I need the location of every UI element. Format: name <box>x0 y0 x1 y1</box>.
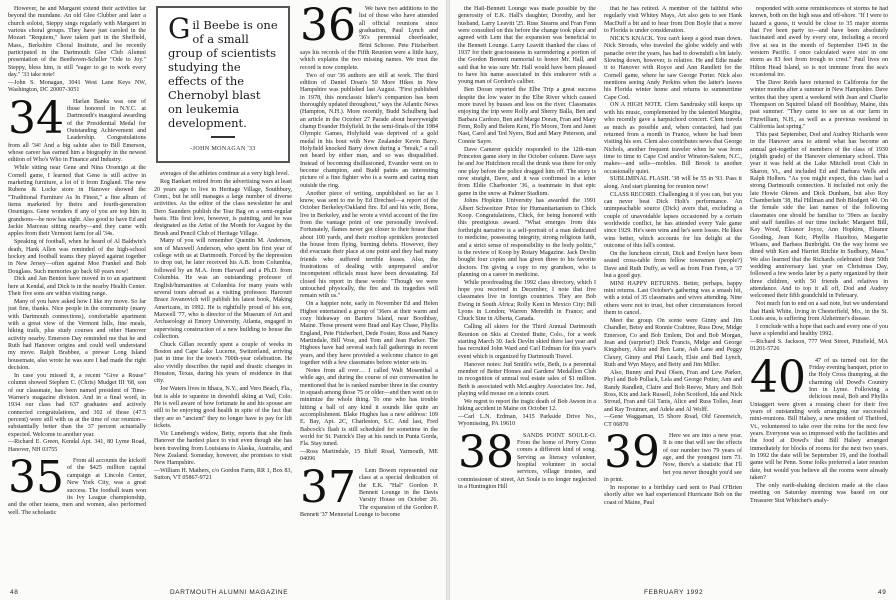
paragraph: Also, Bunny and Paul Olsen, Fran and Lew Parker, Phyl and Bob Pollack, Lela and George Potter, Ann and Randy Randlett, Claire and Bob Reeve, Mary and Bob Ross, Kix and Jack Russell, John Scotford, Ida and Nick Stroud, Fran and Gil Tanis, Alice and Russ Tolles, Jean and Ray Troutner, and Adele and Al Wolff. <box>604 369 742 413</box>
paragraph: While proofreading the 1992 class directory, which I hope you received in December, I note that five classmates live in foreign countries. They are Bob Ewing in South Africa; Rolly Kent in Mexico City; Bill Lyons in London; Warren Meredith in France; and Chuck Sine in Alberta, Canada. <box>458 279 596 323</box>
left-page <box>0 0 446 600</box>
paragraph: In case you missed it, a recent "Give a Rouse" column showed Stephen C. (Chris) Mudget III '68, son of our classmate, has been named president of Time-Warner's magazine division. And in a final word, in 1934 our class had 637 graduates and actively connected congratulations, and 302 of those (47.5 percent) were still with us at the time of our reunion—substantially better than the 37 percent actuarially expected. Welcome to another year. <box>8 372 146 438</box>
right-page <box>450 0 896 600</box>
paragraph: Speaking of football, when he heard of Al Baldwin's death, Hank Allen was reminded of the high-school hockey and football teams they played against together in New Jersey—often against Moe Frankel and Bob Douglass. Such memories go back 60 years now! <box>8 239 146 275</box>
right-column-2 <box>604 6 742 581</box>
paragraph: In response to a birthday card sent to Paul O'Brien shortly after we had experienced Hurricane Bob on the coast of Maine, Paul <box>604 485 742 506</box>
paragraph: Meet the group. On scene were Ginny and Jim Chandler, Betsy and Ronnie Crabtree, Russ Dow, Midge Emerson, Co and Bob Emlem, Dot and Bob Morgan, Jean and (surprise!) Dick Francis, Midge and George Kingsbury, Alice and Ben Lane, Ash Lane and Peggy Claxey, Ginny and Phil Leach, Elsie and Bud Lynch, Ruth and Wyn Mayo, and Betty and Jim Miller. <box>604 317 742 368</box>
class-year-number: 37 <box>300 461 356 513</box>
class-year-number: 40 <box>750 351 806 403</box>
signature: —Richard E. Green, Kendal Apt. 341, 80 Lyme Road, Hanover, NH 03755 <box>8 439 146 453</box>
pull-quote-text <box>168 12 278 130</box>
paragraph: Harlan Banks was one of those honored in N.Y.C. at Dartmouth's inaugural awarding of the Presidential Medal for Outstanding Achievement and Leadership. Congratulations from all '34! And a big salute also to Bill Emerson, whose career has earned him a biography in the newest edition of Who's Who in Finance and Industry. <box>8 98 146 164</box>
pull-quote-attribution: -JOHN MONAGAN '33 <box>190 146 256 152</box>
paragraph: The only earth-shaking decision made at the class meeting on Saturday morning was based on our Treasurer Stut Whitcher's analy- <box>750 483 888 504</box>
paragraph: Many of you have asked how I like my move. So far just fine, thanks. Nice people in the community (many with Dartmouth connections), comfortable apartment with a great view of the Vermont hills, fine meals, hiking trails, plus study courses and other Hanover activity nearby. Emerson Day reminded me that he and Ruth had Hanover origins and could well understand my move. Ralph Brabbee, a prewar Long Island housemate, also wrote he was sure I had made the right decision. <box>8 298 146 371</box>
paragraph: This past September, Dod and Audrey Richards were in the Hanover area to attend what has become an annual get-together of members of the class of 1930 (eighth grade) of the Hanover elementary school. This year it was held at the Lake Mitchell trout Club in Sharon, Vt., and included Ed and Barbara Wells and Ralph Holben. "As you might expect, this class had a strong Dartmouth connection. It included not only the late Howie Okrees and Dick Dunham, but also Roy Chamberlain '38, Hal Hillman and Bob Blodgett '40. On the female side the last names of the following classmates one should be familiar to '39ers as faculty and staff families of our time include: Margaret Bill, Kay Wood, Eleanor Joyce, Ann Hopkins, Eleanor Gooding, Jean Keir, Phyllis Hazeltoo, Margarite Wisans, and Barbara Bunbright. On the way home we dined with Ken and Harriet Ritchie in Sudbury, Mass." We also learned that the Richards celebrated their 50th wedding anniversary last year on Christmas Day, followed a few weeks later by a party organized by their three children, with 50 friends and relatives in attendance. And to top it all off, Dod and Audrey welcomed their fifth grandchild in February. <box>750 131 888 300</box>
signature: —Ross Martindale, 15 Bluff Road, Yarmouth, ME 04096 <box>300 449 438 463</box>
paragraph: Another piece of writing, unpublished so far as I know, was sent to me by Ed Drechsel—a report of the October Berkeley/Oakland fire. Ed and his wife, Bona, live in Berkeley, and he wrote a vivid account of the fire from the vantage point of one personally involved. Fortunately, flames never got closer to their house than about 100 yards, and their rooftop sprinklers protected the house from flying, burning debris. However, they did evacuate their place at one point and they had many friends who suffered terrible losses. Also, the frustrations of dealing with unprepared and/or incompetent officials must have been devastating. Ed closed his report in these words: "Though we were untouched physically, the fire and its tragedies will remain with us." <box>300 190 438 300</box>
signature: —Gene Waggaman, 15 Shore Road, Old Greenwich, CT 06870 <box>604 414 742 428</box>
signature: —Carl L.N. Erdman, 1415 Parkside Drive No., Wyomissing, PA 19610 <box>458 413 596 428</box>
paragraph: responded with some reminiscences of storms he had known, both on the high seas and off-shore. "If I were to hazard a guess, it would be close to 35 major storms that I've been party to—and have been absolutely fascinated and awed by every one, including a record five at sea in the month of September 1945 in the western Pacific. I once calculated wave size in one storm as 83 feet from trough to crest." Paul lives on Hilton Head Island, so is not immune from the sea's occasional ire. <box>750 6 888 79</box>
paragraph: On the luncheon circuit, Dick and Evelyn have been seated cross-table from fellow townsmen (people?) Dave and Ruth Duffy, as well as from Fran Fenn, a '37 but a good guy. <box>604 250 742 279</box>
paragraph: We have two additions to the list of those who have attended all official reunions since graduation, Paul Lynch and '36's perennial cheerleader, Brint Schoree. Pete Fitzherbert says his records of the Fifth Reunion were a little hazy, which explains the two missing names. We trust the record is now complete. <box>300 6 438 71</box>
paragraph: Dick and Jan Benton have moved in to an apartment here at Kendal, and Dick is in the nearby Health Center. Their five sons are within visiting range. <box>8 276 146 298</box>
paragraph: The Dave Reids have returned to California for the winter months after a summer in New Hampshire. Dave writes that they spent a weekend with Jean and Charlie Thompson on Squirrel Island off Boothbay, Maine, this past summer. "They came to see us at our farm in Fitzwilliam, N.H., as well as a previous weekend in California last spring." <box>750 79 888 130</box>
paragraph: While sitting near Gene and Nina Orsenigo at the Cornell game, I learned that Gene is still active in marketing furniture, a lot of it from England. The new Rubens & Locke store in Hanover showed the "Traditional Furniture As In Finest," a fine album of items marketed by theirs and fourth-generation Orsenigos. Gene wonders if any of you are top him in grandsons—he now has eight. Also good to have Ed and Jackie Marceau sitting nearby—and they came with apples from their Vermont farm for all '34s. <box>8 165 146 238</box>
paragraph: SANDS POINT SOULE-O. From the home of Perry Como comes a different kind of song. Serving as literacy volunteer, hospital volunteer in social services, village trustee, and commissioner of street, Art Soule is no longer neglected in a Huntington Hill <box>458 432 596 490</box>
right-column-1 <box>458 6 596 581</box>
paragraph: On a happier note, early in November Ed and Helen Higbee entertained a group of '36ers at their warm and cozy hideaway on Barters Island, near Boothbay, Maine. Those present were Brad and Kay Chase, Phyllis England, Pete Fitzherbert, Dede Foster, Ross and Nancy Martindale, Bill Vose, and Tom and Jean Parker. The Higbees have had several such fall gatherings in recent years, and they have provided a welcome chance to get together with a few classmates before winter sets in. <box>300 301 438 366</box>
page-number-right: 49 <box>878 589 887 596</box>
paragraph: SUBLIMINAL FLASH. '38 will be 55 in '93. Pass it along. And start planning for reunion now! <box>604 176 742 190</box>
class-year-number: 35 <box>8 452 64 504</box>
paragraph: Hanover notes: Jud Smith's wife, Beth, is a perennial member of Better Homes and Gardens' Medallion Club in recognition of annual real estate sales of $1 million. Beth is associated with McLaughry Associates Inc. Jud, playing wild mouse on a tennis court. <box>458 361 596 397</box>
paragraph: We regret to report the tragic death of Bob Awson in a hiking accident in Maine on October 12. <box>458 398 596 413</box>
pull-quote <box>156 6 290 163</box>
signature: —William H. Mathers, c/o Gordon Farm, RR 1, Box 83, Sutton, VT 05867-9721 <box>154 468 292 482</box>
paragraph: Here we are into a new year. It is one that will see the effects of our number two 79 years of age, and the youngest turn 73. Now, there's a statistic that I'll bet you never thought you'd see in print. <box>604 433 742 484</box>
paragraph: the Hall-Bennett Lounge was made possible by the generosity of E.K. Hall's daughter, Dorothy, and her husband, Larry Leavitt '25. Russ Stearns and Fran Fenn were consulted on this before the change took place and agreed with Lem that the expansion was beneficial to the Bennett Lounge. Larry Leavitt thanked the class of 1937 for their graciousness in surrendering a portion of the Gordon Bennett memorial to honor Mr. Hall, and said that he was sure Mr. Hall would have been pleased to have his name associated in this endeavor with a young man of Gordon's caliber. <box>458 6 596 86</box>
paragraph: NICK'S KNACK. You can't keep a good man down. Nick Strouds, who traveled the globe widely and with panache over the years, has had to downshift a bit lately. Slowing down, however, is relative. He and Edie made it to Hanover with Royce and Ann Randlett for the Cornell game, where he saw George Porter. Nick also mentions seeing Andy Perkins when the latter's leaves his Florida winter home and returns to summertime Cape Cod. <box>604 35 742 101</box>
paragraph: Not much fun to end on a sad note, but we understand that Hank White, living in Chesterfield, Mo., in the St. Louis area, is suffering from Alzheimer's disease. <box>750 301 888 322</box>
paragraph: MINI HAPPY RETURNS. Better, perhaps, happy mini returns. Last October's gathering was a smash hit, with a total of 35 classmates and wives attending. Nine others were not to trust, but other circumstances forced them to cancel. <box>604 280 742 317</box>
paragraph: Ben Doran reported the Elbe Trip a great success despite the low water in the Elbe River which caused more travel by busses and less on the river. Classmates enjoying the trip were Rolly and Sherry Balla, Ben and Barbara Cardozo, Ben and Marge Doran, Fran and Mary Fenn, Rolly and Belem Kent, Flo Moore, Tom and Janet Nast, Carol and Ted Nyers, Bud and Mary Peterson, and Connie Sayre. <box>458 87 596 145</box>
left-column-2 <box>154 6 292 581</box>
paragraph: Johns Hopkins University has awarded the 1991 Albert Schweitzer Prize for Humanitarianism to Chick Koop. Congratulations, Chick, for being honored with this prestigious award. "What emerges from this forthright narrative is a self-portrait of a man dedicated to medicine, possessing integrity, strong religious faith, and a strict sense of responsibility to the body politic," is the review of Koop by Rotary Magazine. Jack Devlin bought four copies and has given three to his favorite doctors. I'm giving a copy to my grandson, who is planning on a career in medicine. <box>458 198 596 278</box>
paragraph: Chuck Gillan recently spent a couple of weeks in Boston and Cape Lake Lucerne, Switzerland, arriving just in time for the town's 700th-year celebration. He also vividly describes the rapid and drastic changes in Houston, Texas, during his years of residence in that city. <box>154 341 292 385</box>
right-column-3 <box>750 6 888 581</box>
paragraph: CLASS RECORD. Challenging it if you can, but you can never beat Dick Holt's performance. An unimpeachable source (Dick) avers that, excluding a couple of unavoidable lapses occasioned by a certain worldwide conflict, he has attended every Yale game since 1929. He's seen wins and he's seen losses. He likes wins better, which accounts for his delight at the outcome of this fall's contest. <box>604 191 742 249</box>
class-year-number: 34 <box>8 92 64 144</box>
paragraph: I conclude with a hope that each and every one of you have a splendid and healthy 1992. <box>750 323 888 338</box>
class-year-number: 38 <box>458 426 514 478</box>
paragraph: that he has retired. A member of the faithful who regularly visit Whitey Mays, Art also gets to see Hank MacDuff a bit and to hear from Don Boyle that a move to Florida is under consideration. <box>604 6 742 35</box>
paragraph: Lem Bowen represented our class at a special dedication of the E.K. "Hal" Gordon P. Bennett Lounge in the Davis Varsity House on October 26. The expansion of the Gordon P. Bennett '37 Memorial Lounge to become <box>300 467 438 518</box>
paragraph: Notes from all over… I called Walt Mosenthal a while ago, and during the course of our conversation he mentioned that he is ranked number three in the country in squash among those 75 or older—and then went on to minimize the whole thing. To one who has trouble hitting a ball of any kind it sounds like quite an accomplishment. Blake Hughes has a new address: 109 E. Bay, Apt. 2C, Charleston, S.C. And last, Fred Babcock's flash is still scheduled for sometime in the world for St. Patrick's Day at his ranch in Punta Gorda, Fla. Stay tuned. <box>300 367 438 448</box>
left-column-1 <box>8 6 146 581</box>
paragraph: Calling all skiers for the Third Annual Dartmouth Reunion on Skis at Crested Butte, Colo., for a week starting March 30. Jack Devlin skied there last year and has recruited John Ward and Carl Erdman for this year's event which is organized by Dartmouth Travel. <box>458 324 596 360</box>
footer-date: FEBRUARY 1992 <box>644 589 704 596</box>
paragraph: Dave Camerer quickly responded to the 12th-man Princeton game story in the October column. Dave says he and Joe Hutchison recall the drunk was there for only one play before the police dragged him off. The story is now straight, Dave, and it was confirmed in a letter from Eldie Charbonier '36, a teammate in that epic game in the snow at Palmer Stadium. <box>458 146 596 197</box>
paragraph: Many of you will remember Quentin M. Anderson, son of Maxwell Anderson, who spent his first year of college with us at Dartmouth. Forced by the depression to drop out, he later received his A.B. from Columbia, followed by an M.A. from Harvard and a Ph.D. from Columbia. He was an outstanding professor of English/humanities at Columbia for many years with several tours abroad as a visiting professor. Harcourt Brace Jovanovich will publish his latest book, Making Americans, in 1992. He is rightfully proud of his son, Maxwell '77, who is director of the Museum of Art and Archaeology at Emory University, Atlanta, engaged in supervising construction of a new building to house the collection. <box>154 238 292 340</box>
paragraph: Vic Lunebeng's widow, Betty, reports that she finds Hanover the hardest place to visit even though she has been traveling from Louisiana to Alaska, Australia, and New Zealand. Someday, however, she promises to visit New Hampshire. <box>154 430 292 467</box>
signature: —Richard S. Jackson, 777 West Street, Pittsfield, MA 01201-5726 <box>750 338 888 353</box>
pull-quote-initial: G <box>168 12 191 45</box>
left-column-3 <box>300 6 438 581</box>
class-year-number: 39 <box>604 427 660 479</box>
signature: —John S. Monagan, 3041 West Lane Keys NW, Washington, DC 20007-3051 <box>8 79 146 94</box>
paragraph: 47 of us turned out for the Friday evening banquet, prior to the Holy Cross thumping, at the charming old Dowd's Country Inn in Lyme. Following a delicious meal, Bob and Phyllis Untaggert were given a rousing cheer for their five years of outstanding work arranging our successful mini-reunions. Bill Halsey, a new resident of Thetford, Vt., volunteered to take over the reins for the next few years. Everyone was so impressed with the facilities and the food at Dowd's that Bill Halsey arranged immediately for blocks of rooms for the next two years. In 1992 the date will be September 19, and the football game will be Penn. Some folks preferred a later reunion date, but would you believe all the rooms were already taken? <box>750 357 888 482</box>
class-year-number: 36 <box>300 6 356 51</box>
paragraph: averages of the athletes continue at a very high level. <box>160 171 290 178</box>
pull-quote-body: il Beebe is one of a small group of scientists studying the effects of the Chernobyl blast on leukemia development. <box>168 18 278 130</box>
paragraph: Reg Bankart retired from the advertising wars at least 20 years ago to live in Heritage Village, Southbury, Conn., but he still manages a large number of diverse activities. As the editor of the class newsletter he and Dero Saunders publish the Tear Bag on a semi-regular basis. His first love, however, is painting, and he was designated as the Artist of the Month for August by the Brush and Pencil Club of Heritage Village. <box>154 179 292 237</box>
paragraph: From all accounts the kickoff of the $425 million capital campaign at Lincoln Center, New York City, was a great success. The football team won its Ivy League championship, and the other teams, men and women, also performed well. The scholastic <box>8 458 146 516</box>
divider <box>211 136 235 138</box>
paragraph: Two of our '36 authors are still at work. The third edition of Daniel Doan's 50 More Hikes in New Hampshire was published last August. "First published in 1978, this nonclassic hiker's companion has been thoroughly updated throughout," says the Atlantic News (Hampton, N.H.). More recently, Budd Schulberg had an article in the October 27 Parade about heavyweight champ Evander Holyfield. In the semi-finals of the 1984 Olympic Games, Holyfield was deprived of a gold medal in his bout with New Zealander Kevin Barry. Holyfield knocked Barry down during a "break," a call not heard by either man, and so was disqualified. Instead of becoming disillusioned, Evander went on to become champion, and Budd paints an interesting picture of a fine fighter who is a warm and caring man outside the ring. <box>300 72 438 189</box>
paragraph: However, he and Margaret extend their activities far beyond the mundane. An old Glee Clubber and later a church soloist, Steppy sings regularly with Margaret in various choral groups. They have just caroled in the Mozart "Requiem," have taken part in the Sheffield, Mass., Berkshire Choral Institute, and he recently participated in the Dartmouth Glee Club Alumni presentation of the Beethoven-Schiller "Ode to Joy." Steppy, bless him, is still "eager to go to work every day." '33 take note! <box>8 6 146 79</box>
footer-title: DARTMOUTH ALUMNI MAGAZINE <box>170 589 289 596</box>
paragraph: ON A HIGH NOTE. Clem Sandrusky still keeps up with his music, complemented by the talented Margitta, who recently gave a harpsichord concert. Clem travels as much as possible and, when contacted, had just returned from a month in France, where he had been visiting his son. Clem also contributes news that George Nichols, another frequent traveler when he was from time to time to Cape Cod and/or Winston-Salem, N.C., makes—and sells—mobiles. Bill Brook is another occasionally quiet. <box>604 102 742 175</box>
paragraph: Joe Waters lives in Ithaca, N.Y., and Vero Beach, Fla., but is able to squeeze in downhill skiing at Vail, Colo. He is well aware of how fortunate he and his spouse are still to be enjoying good health in spite of the fact that they are so "ancient" they no longer have to pay for lift tickets. <box>154 386 292 430</box>
page-number-left: 48 <box>10 589 19 596</box>
